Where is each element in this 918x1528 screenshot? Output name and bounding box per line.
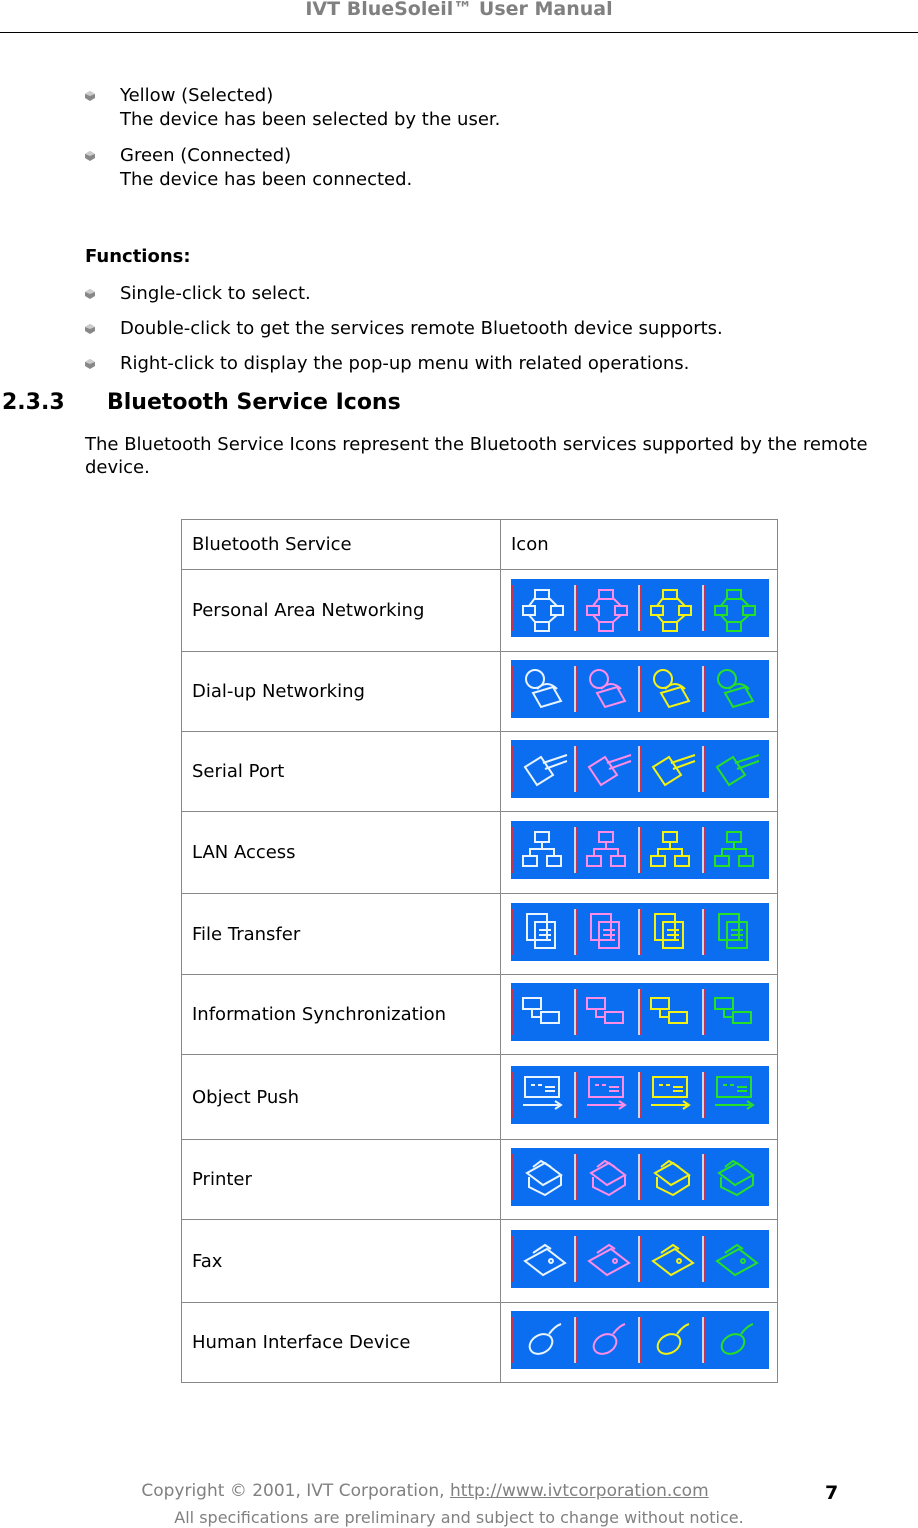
mouse-icon: [511, 1311, 769, 1369]
service-name: Fax: [182, 1220, 501, 1303]
service-name: Dial-up Networking: [182, 652, 501, 732]
lan-tree-icon: [511, 821, 769, 879]
section-paragraph: The Bluetooth Service Icons represent the Bluetooth services supported by the remote device.: [85, 434, 868, 478]
sync-boxes-icon: [511, 983, 769, 1041]
table-row: [182, 1140, 778, 1220]
function-item: Double-click to get the services remote Bluetooth device supports.: [120, 318, 723, 339]
table-row: [182, 1303, 778, 1383]
table-row: [182, 812, 778, 894]
service-name: Personal Area Networking: [182, 570, 501, 652]
section-number: 2.3.3: [2, 390, 65, 415]
page-number: 7: [825, 1482, 839, 1504]
service-name: Information Synchronization: [182, 975, 501, 1055]
printer-icon: [511, 1148, 769, 1206]
network-nodes-icon: [511, 579, 769, 637]
service-icon-cell: [501, 652, 778, 732]
copyright-line: [0, 1481, 850, 1501]
service-name: Human Interface Device: [182, 1303, 501, 1383]
company-link[interactable]: http://www.ivtcorporation.com: [449, 1481, 709, 1501]
service-icons-table: [181, 519, 778, 1383]
service-name: Printer: [182, 1140, 501, 1220]
service-name: LAN Access: [182, 812, 501, 894]
section-heading: [2, 390, 401, 415]
fax-icon: [511, 1230, 769, 1288]
section-title: Bluetooth Service Icons: [107, 390, 401, 415]
copyright-text: Copyright © 2001, IVT Corporation,: [141, 1481, 450, 1501]
bullet-icon: [84, 288, 96, 300]
header-service: Bluetooth Service: [182, 520, 501, 570]
table-row: [182, 1220, 778, 1303]
bullet-icon: [84, 150, 96, 162]
service-name: Object Push: [182, 1055, 501, 1140]
service-icon-cell: [501, 1140, 778, 1220]
service-icon-cell: [501, 812, 778, 894]
notice-line: All specifications are preliminary and subject to change without notice.: [174, 1508, 744, 1527]
manual-title: IVT BlueSoleil™ User Manual: [305, 0, 613, 20]
function-item: Right-click to display the pop-up menu with related operations.: [120, 353, 690, 374]
file-docs-icon: [511, 903, 769, 961]
serial-cable-icon: [511, 740, 769, 798]
table-row: [182, 570, 778, 652]
table-row: [182, 732, 778, 812]
service-name: Serial Port: [182, 732, 501, 812]
service-icon-cell: [501, 1303, 778, 1383]
table-row: [182, 1055, 778, 1140]
dialup-phone-icon: [511, 660, 769, 718]
card-push-icon: [511, 1066, 769, 1124]
page-header: [0, 0, 918, 33]
status-green-title: Green (Connected): [120, 145, 292, 166]
status-yellow-desc: The device has been selected by the user.: [120, 109, 501, 130]
service-icon-cell: [501, 1055, 778, 1140]
service-icon-cell: [501, 894, 778, 975]
status-yellow-title: Yellow (Selected): [120, 85, 274, 106]
bullet-icon: [84, 358, 96, 370]
table-row: [182, 894, 778, 975]
status-green-desc: The device has been connected.: [120, 169, 413, 190]
service-icon-cell: [501, 732, 778, 812]
service-icon-cell: [501, 1220, 778, 1303]
service-icon-cell: [501, 570, 778, 652]
table-header-row: [182, 520, 778, 570]
function-item: Single-click to select.: [120, 283, 311, 304]
functions-heading: Functions:: [85, 246, 191, 267]
service-icon-cell: [501, 975, 778, 1055]
bullet-icon: [84, 90, 96, 102]
table-row: [182, 652, 778, 732]
table-row: [182, 975, 778, 1055]
bullet-icon: [84, 323, 96, 335]
header-icon: Icon: [501, 520, 778, 570]
service-name: File Transfer: [182, 894, 501, 975]
